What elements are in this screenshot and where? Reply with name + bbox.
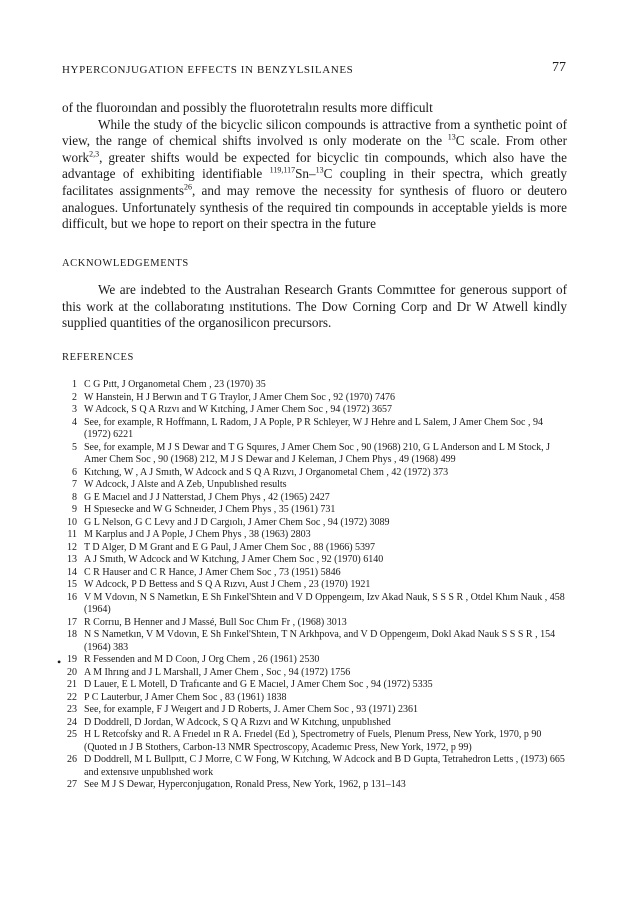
reference-text: M Karplus and J A Pople, J Chem Phys , 38 (1963) 2803 xyxy=(84,529,311,540)
reference-text: See, for example, F J Weıgert and J D Roberts, J. Amer Chem Soc , 93 (1971) 2361 xyxy=(84,704,418,715)
reference-text: N S Nametkın, V M Vdovın, E Sh Fınkel'Shteın, T N Arkhpova, and V D Oppengeım, Dokl Akad Nauk S S S R , 154 (1964) 383 xyxy=(84,629,556,653)
reference-text: V M Vdovın, N S Nametkın, E Sh Fınkel'Shteın and V D Oppengeım, Izv Akad Nauk, S S S R , Otdel Khım Nauk , 458 (1964) xyxy=(84,591,565,615)
reference-number: 5 xyxy=(72,441,77,453)
reference-item xyxy=(62,492,567,505)
reference-item xyxy=(62,479,567,492)
reference-number: 9 xyxy=(72,504,77,515)
reference-number: 16 xyxy=(67,591,77,603)
reference-number: 17 xyxy=(67,616,77,628)
reference-number: 4 xyxy=(72,416,77,428)
reference-number: 1 xyxy=(72,379,77,390)
reference-item xyxy=(62,517,567,530)
reference-item xyxy=(62,567,567,580)
reference-text: P C Lauterbur, J Amer Chem Soc , 83 (1961) 1838 xyxy=(84,691,287,703)
reference-item xyxy=(62,467,567,480)
reference-number: 19 xyxy=(67,654,77,665)
reference-text: G L Nelson, G C Levy and J D Cargıolı, J Amer Chem Soc , 94 (1972) 3089 xyxy=(84,516,390,528)
reference-number: 25 xyxy=(67,729,77,740)
reference-text: W Adcock, P D Bettess and S Q A Rızvı, Aust J Chem , 23 (1970) 1921 xyxy=(84,579,371,590)
reference-text: C G Pıtt, J Organometal Chem , 23 (1970) 35 xyxy=(84,379,266,390)
reference-item xyxy=(62,554,567,567)
reference-item xyxy=(62,729,567,754)
page-header xyxy=(62,62,566,78)
reference-item xyxy=(62,779,567,792)
reference-item xyxy=(62,504,567,517)
reference-text: W Adcock, S Q A Rızvı and W Kıtching, J Amer Chem Soc , 94 (1972) 3657 xyxy=(84,404,393,415)
reference-number: 12 xyxy=(67,541,77,553)
reference-number: 2 xyxy=(72,391,77,403)
reference-text: H L Retcofsky and R. A Frıedel ın R A. Frıedel (Ed ), Spectrometry of Fuels, Plenum Press, New York, 1970, p 90 (Quoted ın J B Stothers, Carbon-13 NMR Spectroscopy, Academıc Press, New York, 1972, p 99) xyxy=(84,729,542,753)
reference-item xyxy=(62,392,567,405)
reference-text: A J Smıth, W Adcock and W Kıtchıng, J Amer Chem Soc , 92 (1970) 6140 xyxy=(84,554,384,565)
reference-text: Kıtchıng, W , A J Smıth, W Adcock and S Q A Rızvı, J Organometal Chem , 42 (1972) 373 xyxy=(84,466,449,478)
reference-item xyxy=(62,542,567,555)
margin-dot: • xyxy=(57,655,62,669)
acknowledgements-text: We are indebted to the Australıan Research Grants Commıttee for generous support of this work at the collaboratıng ınstitutions. The Dow Corning Corp and Dr W Atwell kindly supplied quantities of the organosilicon precursors. xyxy=(62,282,567,331)
reference-item xyxy=(62,579,567,592)
reference-text: See M J S Dewar, Hyperconjugatıon, Ronald Press, New York, 1962, p 131–143 xyxy=(84,779,406,790)
acknowledgements-heading: ACKNOWLEDGEMENTS xyxy=(62,258,189,269)
reference-text: A M Ihrıng and J L Marshall, J Amer Chem , Soc , 94 (1972) 1756 xyxy=(84,666,351,678)
reference-text: H Spıesecke and W G Schneıder, J Chem Phys , 35 (1961) 731 xyxy=(84,504,336,515)
reference-text: G E Macıel and J J Natterstad, J Chem Phys , 42 (1965) 2427 xyxy=(84,491,330,503)
references-heading: REFERENCES xyxy=(62,352,134,363)
reference-item xyxy=(62,629,567,654)
reference-number: 8 xyxy=(72,491,77,503)
reference-item xyxy=(62,592,567,617)
reference-number: 27 xyxy=(67,779,77,790)
reference-text: W Adcock, J Alste and A Zeb, Unpublıshed results xyxy=(84,479,287,490)
reference-number: 20 xyxy=(67,666,77,678)
discussion-text xyxy=(62,100,567,233)
reference-number: 13 xyxy=(67,554,77,565)
reference-text: R Corrıu, B Henner and J Massé, Bull Soc Chım Fr , (1968) 3013 xyxy=(84,616,347,628)
reference-item xyxy=(62,717,567,730)
reference-number: 10 xyxy=(67,516,77,528)
running-title: HYPERCONJUGATION EFFECTS IN BENZYLSILANES xyxy=(62,64,354,76)
reference-number: 7 xyxy=(72,479,77,490)
reference-item xyxy=(62,679,567,692)
reference-number: 11 xyxy=(67,529,77,540)
reference-item xyxy=(62,442,567,467)
reference-number: 23 xyxy=(67,704,77,715)
reference-text: R Fessenden and M D Coon, J Org Chem , 26 (1961) 2530 xyxy=(84,654,320,665)
reference-list xyxy=(62,379,567,792)
reference-text: See, for example, R Hoffmann, L Radom, J A Pople, P R Schleyer, W J Hehre and L Salem, J Amer Chem Soc , 94 (1972) 6221 xyxy=(84,416,543,440)
reference-number: 14 xyxy=(67,566,77,578)
reference-text: D Doddrell, D Jordan, W Adcock, S Q A Rızvı and W Kıtchıng, unpublıshed xyxy=(84,716,391,728)
reference-number: 3 xyxy=(72,404,77,415)
reference-item xyxy=(62,754,567,779)
reference-text: D Doddrell, M L Bullpıtt, C J Morre, C W Fong, W Kıtchıng, W Adcock and B D Gupta, Tetrahedron Letts , (1973) 665 and extensıve unpublıshed work xyxy=(84,754,565,778)
reference-number: 15 xyxy=(67,579,77,590)
reference-item xyxy=(62,529,567,542)
reference-text: D Lauer, E L Motell, D Trafıcante and G E Macıel, J Amer Chem Soc , 94 (1972) 5335 xyxy=(84,679,433,690)
reference-item xyxy=(62,617,567,630)
reference-text: C R Hauser and C R Hance, J Amer Chem Soc , 73 (1951) 5846 xyxy=(84,566,341,578)
reference-item xyxy=(62,417,567,442)
reference-number: 26 xyxy=(67,754,77,765)
page-number: 77 xyxy=(552,60,566,75)
reference-number: 18 xyxy=(67,629,77,640)
reference-text: W Hanstein, H J Berwın and T G Traylor, J Amer Chem Soc , 92 (1970) 7476 xyxy=(84,391,395,403)
reference-item xyxy=(62,692,567,705)
reference-item xyxy=(62,379,567,392)
reference-item xyxy=(62,667,567,680)
reference-text: See, for example, M J S Dewar and T G Squıres, J Amer Chem Soc , 90 (1968) 210, G L Anderson and L M Stock, J Amer Chem Soc , 90 (1968) 212, M J S Dewar and J Keleman, J Chem Phys , 49 (1968) 499 xyxy=(84,441,551,465)
reference-item xyxy=(62,704,567,717)
reference-number: 24 xyxy=(67,716,77,728)
reference-item xyxy=(62,404,567,417)
reference-text: T D Alger, D M Grant and E G Paul, J Amer Chem Soc , 88 (1966) 5397 xyxy=(84,541,376,553)
paragraph-bicyclic: While the study of the bicyclic silicon compounds is attractive from a synthetic point of view, the range of chemical shifts involved ıs only moderate on the $^{13}$C scale. From other work$^{2,3}$, greater shifts would be expected for bicyclic tin compounds, which also have the advantage of exhibiting identifiable $^{119,117}$Sn–$^{13}$C coupling in their spectra, which greatly facilitates assignments$^{26}$, and may remove the necessity for synthesis of fluoro or deutero analogues. Unfortunately synthesis of the required tin compounds in acceptable yields is more difficult, but we hope to report on their spectra in the future xyxy=(62,116,568,232)
reference-number: 22 xyxy=(67,691,77,703)
paragraph-continuation: of the fluoroından and possibly the fluorotetralın results more difficult xyxy=(62,100,433,115)
reference-item xyxy=(62,654,567,667)
reference-number: 21 xyxy=(67,679,77,690)
reference-number: 6 xyxy=(72,466,77,478)
